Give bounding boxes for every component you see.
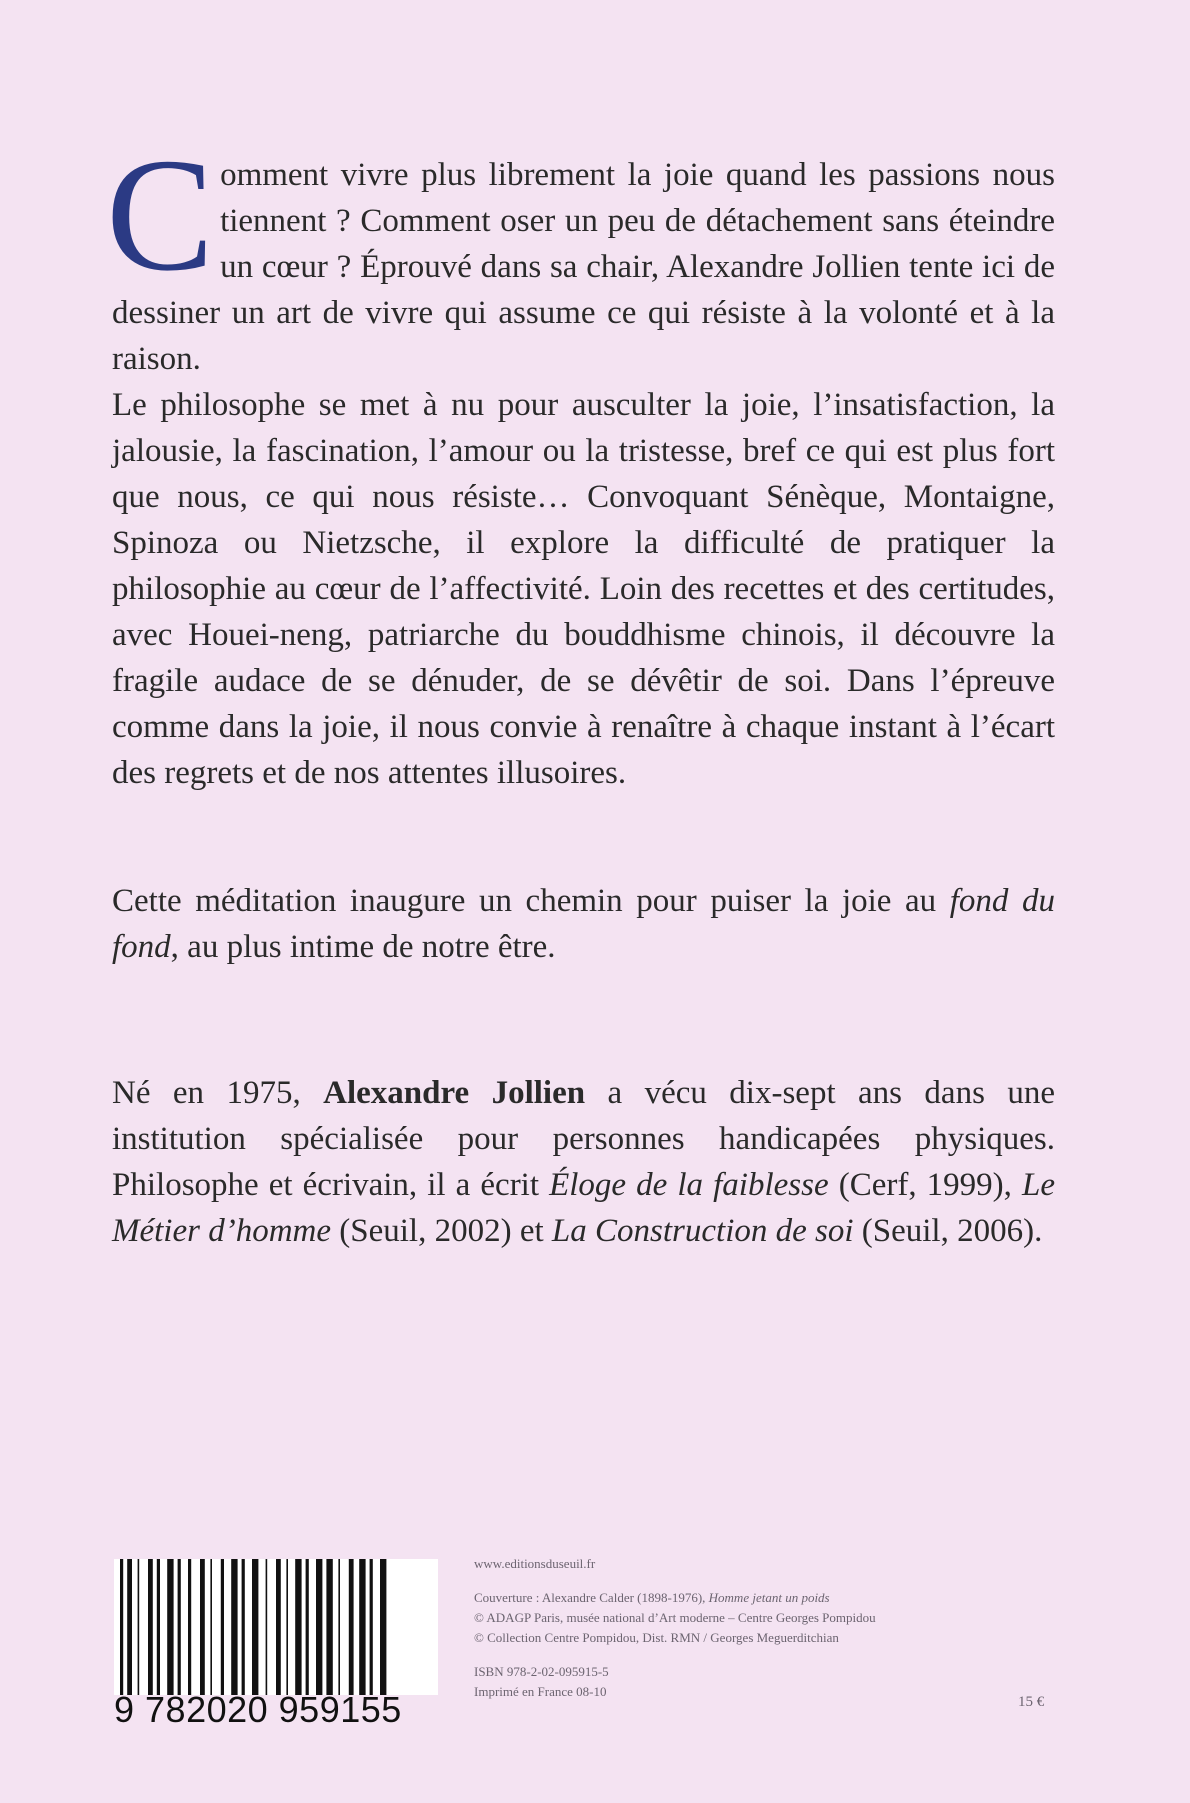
barcode-bar bbox=[286, 1559, 288, 1695]
blurb-paragraph-1 bbox=[106, 126, 1055, 382]
barcode-bar bbox=[306, 1559, 309, 1695]
barcode-bar bbox=[127, 1559, 132, 1695]
barcode bbox=[114, 1559, 438, 1729]
meditation-text-start: Cette méditation inaugure un chemin pour puiser la joie au bbox=[112, 883, 950, 919]
barcode-bar bbox=[316, 1559, 322, 1695]
barcode-bar bbox=[380, 1559, 386, 1695]
barcode-bar bbox=[326, 1559, 332, 1695]
website: www.editionsduseuil.fr bbox=[474, 1556, 596, 1571]
barcode-bar bbox=[148, 1559, 153, 1695]
blurb bbox=[106, 126, 1055, 796]
bio-text-1: Né en 1975, bbox=[112, 1075, 324, 1111]
print-info: Imprimé en France 08-10 bbox=[474, 1684, 607, 1699]
barcode-bar bbox=[138, 1559, 140, 1695]
barcode-bar bbox=[157, 1559, 160, 1695]
author-name: Alexandre Jollien bbox=[323, 1075, 586, 1111]
barcode-bar bbox=[295, 1559, 301, 1695]
price: 15 € bbox=[1018, 1694, 1045, 1710]
meditation-italic: fond du fond bbox=[112, 883, 1055, 965]
barcode-bar bbox=[276, 1559, 281, 1695]
bio-text-4: (Seuil, 2002) et bbox=[331, 1213, 552, 1249]
blurb-paragraph-1-text: omment vivre plus librement la joie quand les passions nous tiennent ? Comment oser un peu de détachement sans éteindre un cœur ? Éprouvé dans sa chair, Alexandre Jollien tente ici de dessiner un art de vivre qui assume ce qui résiste à la volonté et à la raison. bbox=[112, 157, 1055, 377]
author-bio bbox=[112, 1070, 1055, 1254]
barcode-bar bbox=[252, 1559, 258, 1695]
barcode-bar bbox=[188, 1559, 191, 1695]
cover-credit-2: © ADAGP Paris, musée national d’Art moderne – Centre Georges Pompidou bbox=[474, 1610, 876, 1625]
book-title-2: Le Métier d’homme bbox=[112, 1167, 1055, 1249]
credits bbox=[474, 1554, 1074, 1702]
barcode-bar bbox=[338, 1559, 340, 1695]
barcode-bar bbox=[178, 1559, 181, 1695]
barcode-bar bbox=[210, 1559, 212, 1695]
bio-text-5: (Seuil, 2006). bbox=[853, 1213, 1043, 1249]
barcode-bar bbox=[200, 1559, 205, 1695]
meditation-paragraph bbox=[112, 878, 1055, 970]
barcode-bar bbox=[231, 1559, 237, 1695]
bio-text-3: (Cerf, 1999), bbox=[828, 1167, 1022, 1203]
cover-credit-3: © Collection Centre Pompidou, Dist. RMN / Georges Meguerditchian bbox=[474, 1630, 839, 1645]
blurb-paragraph-2: Le philosophe se met à nu pour ausculter la joie, l’insatisfaction, la jalousie, la fascination, l’amour ou la tristesse, bref ce qui est plus fort que nous, ce qui nous résiste… Convoquant Sénèque, Montaigne, Spinoza ou Nietzsche, il explore la difficulté de pratiquer la philosophie au cœur de l’affectivité. Loin des recettes et des certitudes, avec Houei-neng, patriarche du bouddhisme chinois, il découvre la fragile audace de se dénuder, de se dévêtir de soi. Dans l’épreuve comme dans la joie, il nous convie à renaître à chaque instant à l’écart des regrets et de nos attentes illusoires. bbox=[112, 387, 1055, 791]
book-title-1: Éloge de la faiblesse bbox=[549, 1167, 829, 1203]
drop-cap: C bbox=[106, 126, 215, 305]
barcode-bar bbox=[167, 1559, 173, 1695]
artwork-title: Homme jetant un poids bbox=[708, 1590, 830, 1605]
barcode-bar bbox=[242, 1559, 245, 1695]
bio-text-2: a vécu dix-sept ans dans une institution spécialisée pour personnes handicapées physiques. Philosophe et écrivain, il a écrit bbox=[112, 1075, 1055, 1203]
barcode-bar bbox=[359, 1559, 365, 1695]
barcode-bar bbox=[266, 1559, 268, 1695]
barcode-bar bbox=[221, 1559, 224, 1695]
barcode-bar bbox=[120, 1559, 123, 1695]
cover-credit-1: Couverture : Alexandre Calder (1898-1976), Homme jetant un poids bbox=[474, 1590, 830, 1605]
barcode-number: 9 782020 959155 bbox=[114, 1689, 402, 1730]
book-title-3: La Construction de soi bbox=[551, 1213, 854, 1249]
isbn: ISBN 978-2-02-095915-5 bbox=[474, 1664, 609, 1679]
barcode-bar bbox=[370, 1559, 373, 1695]
barcode-bars bbox=[114, 1559, 438, 1695]
meditation-text-end: , au plus intime de notre être. bbox=[170, 929, 556, 965]
barcode-bar bbox=[349, 1559, 354, 1695]
